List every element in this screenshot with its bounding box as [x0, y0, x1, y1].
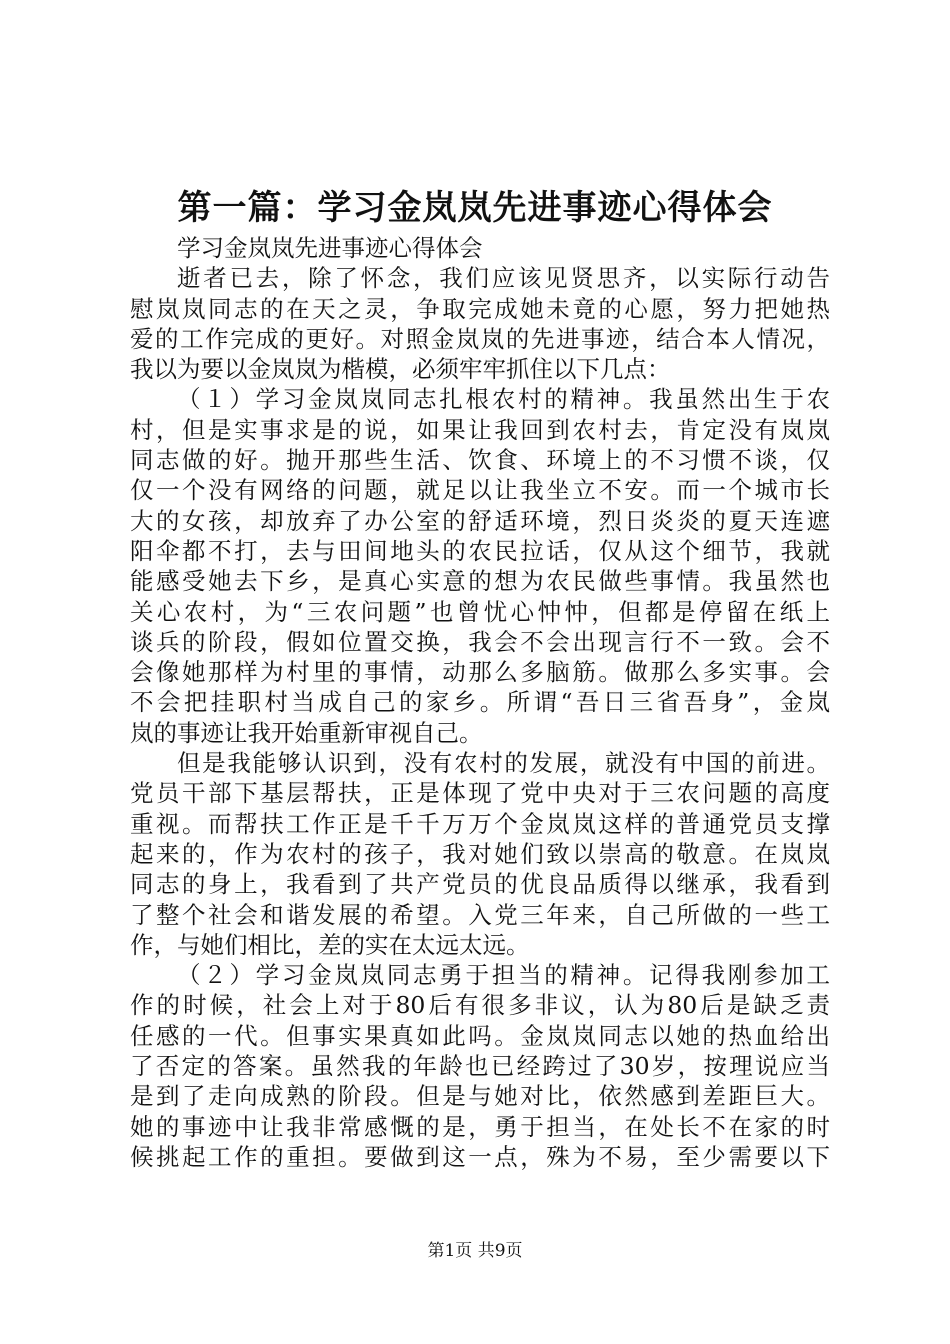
paragraph-line: 仅一个没有网络的问题，就足以让我坐立不安。而一个城市长: [130, 476, 830, 505]
paragraph-line: 是到了走向成熟的阶段。但是与她对比，依然感到差距巨大。: [130, 1082, 830, 1111]
paragraph-line: 慰岚岚同志的在天之灵，争取完成她未竟的心愿，努力把她热: [130, 294, 830, 323]
paragraph-line: 大的女孩，却放弃了办公室的舒适环境，烈日炎炎的夏天连遮: [130, 506, 830, 535]
paragraph-line: 同志的身上，我看到了共产党员的优良品质得以继承，我看到: [130, 870, 830, 899]
paragraph-line: 同志做的好。抛开那些生活、饮食、环境上的不习惯不谈，仅: [130, 446, 830, 475]
paragraph-line: 了整个社会和谐发展的希望。入党三年来，自己所做的一些工: [130, 900, 830, 929]
page-number: 第1页 共9页: [427, 1241, 523, 1261]
paragraph-line: 但是我能够认识到，没有农村的发展，就没有中国的前进。: [177, 749, 830, 778]
paragraph-line: 起来的，作为农村的孩子，我对她们致以崇高的敬意。在岚岚: [130, 839, 830, 868]
document-body: [130, 233, 830, 1172]
paragraph-line: 我以为要以金岚岚为楷模，必须牢牢抓住以下几点：: [130, 355, 671, 384]
paragraph-line: 作的时候，社会上对于80后有很多非议，认为80后是缺乏责: [130, 991, 830, 1020]
paragraph-line: 村，但是实事求是的说，如果让我回到农村去，肯定没有岚岚: [130, 415, 830, 444]
paragraph-line: 了否定的答案。虽然我的年龄也已经跨过了30岁，按理说应当: [130, 1052, 830, 1081]
document-title: 第一篇：学习金岚岚先进事迹心得体会: [177, 188, 773, 228]
paragraph-line: 能感受她去下乡，是真心实意的想为农民做些事情。我虽然也: [130, 567, 830, 596]
paragraph-line: 阳伞都不打，去与田间地头的农民拉话，仅从这个细节，我就: [130, 536, 830, 565]
paragraph-line: 岚的事迹让我开始重新审视自己。: [130, 718, 483, 747]
paragraph-line: 爱的工作完成的更好。对照金岚岚的先进事迹，结合本人情况，: [130, 324, 830, 353]
paragraph-line: 作，与她们相比，差的实在太远太远。: [130, 930, 530, 959]
paragraph-line: 不会把挂职村当成自己的家乡。所谓“吾日三省吾身”，金岚: [130, 688, 830, 717]
paragraph-line: 逝者已去，除了怀念，我们应该见贤思齐，以实际行动告: [177, 264, 830, 293]
paragraph-line: （２）学习金岚岚同志勇于担当的精神。记得我刚参加工: [177, 961, 830, 990]
paragraph-line: 会像她那样为村里的事情，动那么多脑筋。做那么多实事。会: [130, 658, 830, 687]
paragraph-line: 任感的一代。但事实果真如此吗。金岚岚同志以她的热血给出: [130, 1021, 830, 1050]
paragraph-line: 候挑起工作的重担。要做到这一点，殊为不易，至少需要以下: [130, 1142, 830, 1171]
paragraph-line: （１）学习金岚岚同志扎根农村的精神。我虽然出生于农: [177, 385, 830, 414]
paragraph-line: 关心农村，为“三农问题”也曾忧心忡忡，但都是停留在纸上: [130, 597, 830, 626]
document-subtitle: 学习金岚岚先进事迹心得体会: [177, 234, 483, 262]
paragraph-line: 党员干部下基层帮扶，正是体现了党中央对于三农问题的高度: [130, 779, 830, 808]
paragraph-line: 她的事迹中让我非常感慨的是，勇于担当，在处长不在家的时: [130, 1112, 830, 1141]
paragraph-line: 重视。而帮扶工作正是千千万万个金岚岚这样的普通党员支撑: [130, 809, 830, 838]
paragraph-line: 谈兵的阶段，假如位置交换，我会不会出现言行不一致。会不: [130, 627, 830, 656]
